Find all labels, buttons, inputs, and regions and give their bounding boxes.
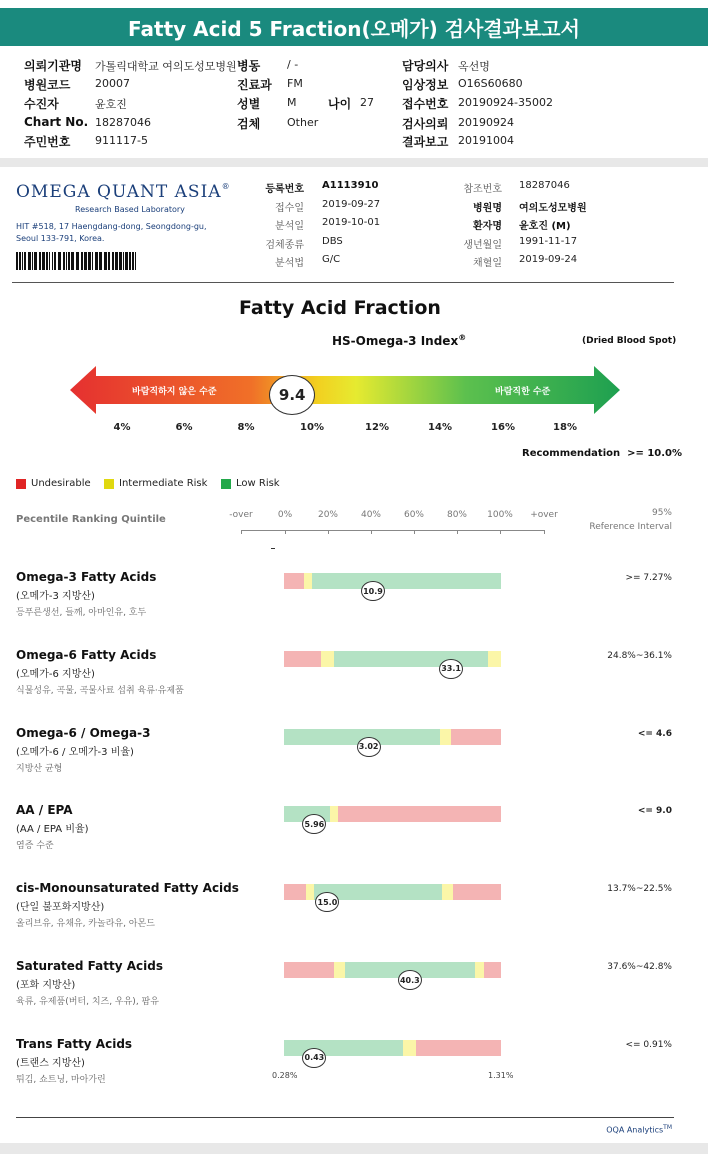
legend-swatch [104, 479, 114, 489]
barcode-bar [46, 252, 48, 270]
info-label: 결과보고 [402, 135, 449, 149]
age-label: 나이 [328, 97, 352, 111]
barcode-bar [24, 252, 26, 270]
bar-segment [338, 806, 501, 822]
gauge-tick-label: 8% [237, 422, 255, 433]
value-text: 15.0 [317, 897, 338, 907]
info-label: 수진자 [24, 97, 59, 111]
info-value: 20190924 [458, 116, 514, 129]
range-high: 1.31% [488, 1070, 514, 1080]
bar-segment [451, 729, 501, 745]
barcode-bar [16, 252, 18, 270]
bar-segment [484, 962, 501, 978]
barcode-bar [123, 252, 124, 270]
reg-value: 여의도성모병원 [519, 203, 587, 214]
bar-segment [304, 573, 313, 589]
legend-label: Undesirable [31, 478, 91, 489]
row-title: AA / EPA [16, 803, 73, 818]
row-title: Omega-6 Fatty Acids [16, 647, 157, 662]
percentile-tick-label: 40% [360, 510, 381, 520]
value-marker [357, 737, 381, 757]
bar-segment [334, 651, 488, 667]
bottom-divider [0, 1143, 708, 1154]
info-label: 진료과 [237, 78, 272, 92]
value-text: 3.02 [358, 742, 379, 752]
barcode-icon [16, 252, 140, 270]
row-description: 염증 수준 [16, 841, 54, 852]
bar-segment [284, 651, 321, 667]
footer-brand: OQA Analytics™ [606, 1124, 672, 1135]
barcode-bar [112, 252, 114, 270]
barcode-bar [49, 252, 50, 270]
reg-value: 2019-09-27 [322, 199, 381, 210]
barcode-bar [84, 252, 87, 270]
row-subtitle: (오메가-6 지방산) [16, 668, 95, 680]
barcode-bar [54, 252, 56, 270]
bar-segment [475, 962, 484, 978]
percentile-bar [284, 962, 501, 978]
barcode-bar [119, 252, 122, 270]
ref-interval-label: Reference Interval [589, 522, 672, 532]
age-value: 27 [360, 96, 374, 109]
reference-range: 37.6%~42.8% [607, 962, 672, 972]
bar-segment [284, 884, 306, 900]
info-label: 성별 [237, 97, 261, 111]
dash-mark [271, 548, 275, 549]
ref-interval-top: 95% [651, 508, 672, 518]
reference-range: <= 4.6 [637, 728, 672, 739]
barcode-bar [132, 252, 134, 270]
reg-label: 검체종류 [265, 240, 304, 251]
desirable-level-label: 바람직한 수준 [495, 387, 551, 397]
legend-swatch [16, 479, 26, 489]
reference-range: 13.7%~22.5% [607, 884, 672, 895]
info-label: 주민번호 [24, 135, 71, 149]
bar-segment [312, 573, 501, 589]
range-low: 0.28% [272, 1070, 298, 1080]
value-marker [315, 892, 339, 912]
row-description: 튀김, 쇼트닝, 마아가린 [16, 1074, 106, 1085]
row-subtitle: (포화 지방산) [16, 980, 76, 991]
bar-segment [334, 962, 345, 978]
info-label: Chart No. [24, 115, 89, 129]
lab-tagline: Research Based Laboratory [75, 205, 185, 214]
barcode-bar [42, 252, 45, 270]
barcode-bar [52, 252, 53, 270]
info-label: 접수번호 [402, 97, 449, 111]
row-title: cis-Monounsaturated Fatty Acids [16, 881, 239, 896]
info-label: 담당의사 [402, 59, 449, 73]
reg-label: 참조번호 [463, 184, 502, 195]
info-value: / - [287, 58, 299, 71]
reference-range: >= 7.27% [625, 573, 672, 583]
info-value: 윤호진 [95, 98, 127, 111]
legend-label: Intermediate Risk [119, 478, 208, 489]
value-text: 0.43 [304, 1053, 325, 1063]
info-value: 911117-5 [95, 134, 148, 147]
value-marker [361, 581, 385, 601]
bar-segment [453, 884, 501, 900]
bar-segment [284, 962, 334, 978]
row-title: Trans Fatty Acids [16, 1036, 133, 1051]
reg-label: 접수일 [275, 203, 304, 214]
index-value-marker: 9.4 [269, 375, 315, 415]
row-description: 등푸른생선, 들깨, 아마인유, 호두 [16, 608, 147, 618]
barcode-bar [125, 252, 128, 270]
barcode-bar [63, 252, 65, 270]
reg-value: 윤호진 (M) [519, 221, 571, 232]
info-label: 병동 [237, 59, 261, 73]
info-value: 20191004 [458, 134, 514, 147]
row-description: 식물성유, 곡물, 곡물사료 섭취 육류·유제품 [16, 685, 184, 696]
percentile-tick-label: 100% [487, 510, 513, 520]
bar-segment [440, 729, 451, 745]
row-description: 지방산 균형 [16, 763, 63, 774]
gauge-tick-label: 4% [113, 422, 131, 433]
bar-segment [306, 884, 315, 900]
barcode-bar [71, 252, 74, 270]
info-value: 가톨릭대학교 여의도성모병원 [95, 60, 237, 73]
row-description: 육류, 유제품(버터, 치즈, 우유), 팜유 [16, 997, 159, 1007]
section-rule [12, 282, 674, 283]
info-value: Other [287, 116, 319, 129]
barcode-bar [104, 252, 107, 270]
legend-label: Low Risk [236, 478, 280, 489]
info-value: 20007 [95, 77, 130, 90]
info-value: O16S60680 [458, 77, 523, 90]
info-label: 임상정보 [402, 78, 449, 92]
info-label: 병원코드 [24, 78, 71, 92]
reg-label: 채혈일 [473, 258, 502, 269]
bar-segment [330, 806, 339, 822]
row-subtitle: (오메가-3 지방산) [16, 591, 95, 602]
value-text: 33.1 [441, 664, 461, 674]
reg-label: 등록번호 [265, 184, 304, 195]
row-subtitle: (트랜스 지방산) [16, 1057, 85, 1069]
gauge-tick-label: 16% [491, 422, 515, 433]
report-title: Fatty Acid 5 Fraction(오메가) 검사결과보고서 [128, 16, 580, 41]
barcode-bar [99, 252, 102, 270]
bar-segment [284, 573, 304, 589]
percentile-tick-label: +over [530, 510, 558, 520]
gauge-tick-label: 12% [365, 422, 389, 433]
barcode-bar [95, 252, 98, 270]
reg-value: 1991-11-17 [519, 236, 578, 247]
barcode-bar [68, 252, 70, 270]
row-subtitle: (AA / EPA 비율) [16, 824, 89, 836]
info-value: 20190924-35002 [458, 96, 553, 109]
percentile-bar [284, 651, 501, 667]
reg-label: 환자명 [473, 221, 502, 232]
row-title: Omega-6 / Omega-3 [16, 725, 151, 740]
reference-range: <= 0.91% [625, 1039, 672, 1050]
percentile-label: Pecentile Ranking Quintile [16, 514, 166, 525]
value-text: 10.9 [363, 586, 383, 596]
barcode-bar [22, 252, 23, 270]
barcode-bar [19, 252, 21, 270]
percentile-bar [284, 573, 501, 589]
percentile-bar [284, 729, 501, 745]
bar-segment [488, 651, 501, 667]
barcode-bar [76, 252, 79, 270]
info-value: M [287, 96, 297, 109]
info-value: FM [287, 77, 303, 90]
lab-address-2: Seoul 133-791, Korea. [16, 234, 105, 243]
percentile-tick [544, 530, 545, 534]
row-title: Omega-3 Fatty Acids [16, 570, 157, 584]
barcode-bar [135, 252, 136, 270]
report-title-bar [0, 8, 708, 46]
value-text: 5.96 [304, 819, 325, 829]
percentile-axis [241, 530, 544, 531]
percentile-tick-label: 20% [317, 510, 338, 520]
row-title: Saturated Fatty Acids [16, 959, 163, 973]
gauge-tick-label: 10% [300, 422, 324, 433]
info-label: 검체 [237, 117, 261, 131]
value-marker [302, 814, 326, 834]
bar-segment [403, 1040, 416, 1056]
barcode-bar [66, 252, 67, 270]
percentile-tick-label: 60% [403, 510, 424, 520]
reg-label: 분석법 [275, 258, 304, 269]
percentile-tick-label: 80% [446, 510, 467, 520]
barcode-bar [129, 252, 131, 270]
reg-label: 분석일 [275, 221, 304, 232]
bar-segment [416, 1040, 501, 1056]
bar-segment [442, 884, 453, 900]
row-subtitle: (오메가-6 / 오메가-3 비율) [16, 746, 134, 758]
row-description: 올리브유, 유채유, 카놀라유, 아몬드 [16, 919, 155, 930]
barcode-bar [88, 252, 91, 270]
value-marker [439, 659, 463, 679]
percentile-tick-label: 0% [277, 510, 293, 520]
gauge-tick-label: 14% [428, 422, 452, 433]
barcode-bar [92, 252, 93, 270]
info-value: 18287046 [95, 116, 151, 129]
gauge-tick-label: 6% [175, 422, 193, 433]
row-subtitle: (단일 불포화지방산) [16, 902, 105, 914]
barcode-bar [39, 252, 41, 270]
index-label: HS-Omega-3 Index® [332, 333, 467, 348]
reg-value: 2019-10-01 [322, 217, 381, 228]
info-value: 옥선명 [458, 60, 490, 73]
reference-range: <= 9.0 [637, 806, 672, 817]
value-marker [398, 970, 422, 990]
undesirable-level-label: 바람직하지 않은 수준 [132, 387, 217, 397]
value-marker [302, 1048, 326, 1068]
gauge-tick-label: 18% [553, 422, 577, 433]
percentile-tick-label: -over [229, 510, 253, 520]
reference-range: 24.8%~36.1% [607, 650, 672, 661]
recommendation: Recommendation >= 10.0% [522, 448, 683, 459]
lab-logo: OMEGA QUANT ASIA® [16, 182, 230, 202]
reg-value: G/C [322, 254, 341, 265]
reg-value: DBS [322, 236, 343, 247]
reg-label: 병원명 [473, 203, 502, 214]
barcode-bar [34, 252, 37, 270]
fraction-title: Fatty Acid Fraction [239, 297, 441, 319]
reg-label: 생년월일 [463, 240, 502, 251]
lab-address-1: HIT #518, 17 Haengdang-dong, Seongdong-gu, [16, 222, 207, 231]
barcode-bar [81, 252, 83, 270]
legend-swatch [221, 479, 231, 489]
barcode-bar [115, 252, 118, 270]
sample-type: (Dried Blood Spot) [582, 336, 677, 346]
reg-value: A1113910 [322, 180, 379, 191]
bar-segment [321, 651, 334, 667]
value-text: 40.3 [399, 975, 420, 985]
section-divider [0, 158, 708, 167]
reg-value: 2019-09-24 [519, 254, 578, 265]
barcode-bar [28, 252, 31, 270]
info-label: 의뢰기관명 [24, 59, 82, 73]
barcode-bar [108, 252, 110, 270]
footer-rule [16, 1117, 674, 1118]
barcode-bar [58, 252, 61, 270]
reg-value: 18287046 [519, 180, 570, 191]
barcode-bar [32, 252, 33, 270]
info-label: 검사의뢰 [402, 117, 449, 131]
